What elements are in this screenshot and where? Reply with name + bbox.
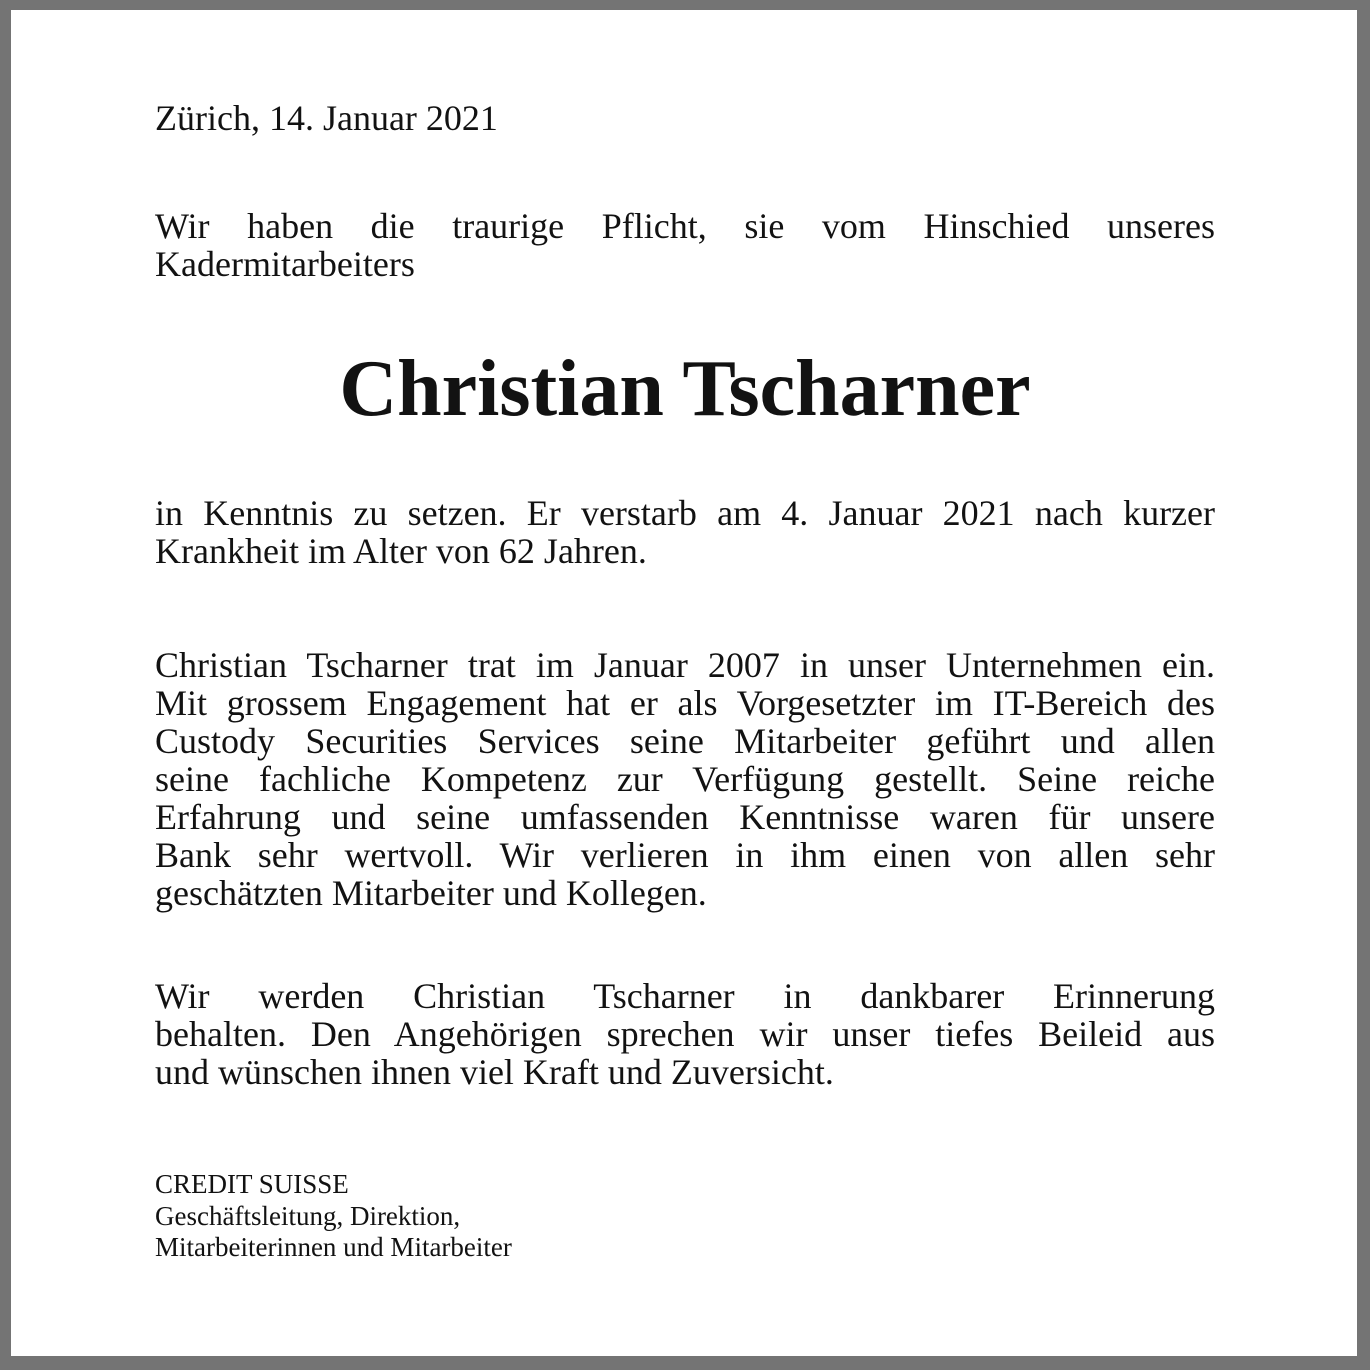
text-line: seine fachliche Kompetenz zur Verfügung gestellt. Seine reiche bbox=[155, 759, 1215, 799]
company-name: CREDIT SUISSE bbox=[155, 1169, 349, 1199]
text-line: Custody Securities Services seine Mitarbeiter geführt und allen bbox=[155, 721, 1215, 761]
text-line: Christian Tscharner trat im Januar 2007 in unser Unternehmen ein. bbox=[155, 645, 1215, 685]
text-line: Kadermitarbeiters bbox=[155, 244, 415, 284]
remembrance-paragraph bbox=[155, 977, 1215, 1091]
intro-paragraph bbox=[155, 207, 1215, 283]
signature-line-employees: Mitarbeiterinnen und Mitarbeiter bbox=[155, 1232, 512, 1262]
text-line: Wir werden Christian Tscharner in dankbarer Erinnerung bbox=[155, 976, 1215, 1016]
text-line: geschätzten Mitarbeiter und Kollegen. bbox=[155, 873, 707, 913]
text-line: Wir haben die traurige Pflicht, sie vom Hinschied unseres bbox=[155, 206, 1215, 246]
text-line: Erfahrung und seine umfassenden Kenntnisse waren für unsere bbox=[155, 797, 1215, 837]
dateline: Zürich, 14. Januar 2021 bbox=[155, 98, 498, 138]
signature-line-management: Geschäftsleitung, Direktion, bbox=[155, 1200, 461, 1231]
text-line: Krankheit im Alter von 62 Jahren. bbox=[155, 531, 647, 571]
text-line: in Kenntnis zu setzen. Er verstarb am 4. Januar 2021 nach kurzer bbox=[155, 493, 1215, 533]
text-line: behalten. Den Angehörigen sprechen wir unser tiefes Beileid aus bbox=[155, 1014, 1215, 1054]
text-line: Bank sehr wertvoll. Wir verlieren in ihm einen von allen sehr bbox=[155, 835, 1215, 875]
tribute-paragraph bbox=[155, 646, 1215, 912]
deceased-name: Christian Tscharner bbox=[339, 345, 1031, 433]
death-details-paragraph bbox=[155, 494, 1215, 570]
signature-block bbox=[155, 1169, 1215, 1264]
text-line: Mit grossem Engagement hat er als Vorgesetzter im IT-Bereich des bbox=[155, 683, 1215, 723]
text-line: und wünschen ihnen viel Kraft und Zuversicht. bbox=[155, 1052, 834, 1092]
